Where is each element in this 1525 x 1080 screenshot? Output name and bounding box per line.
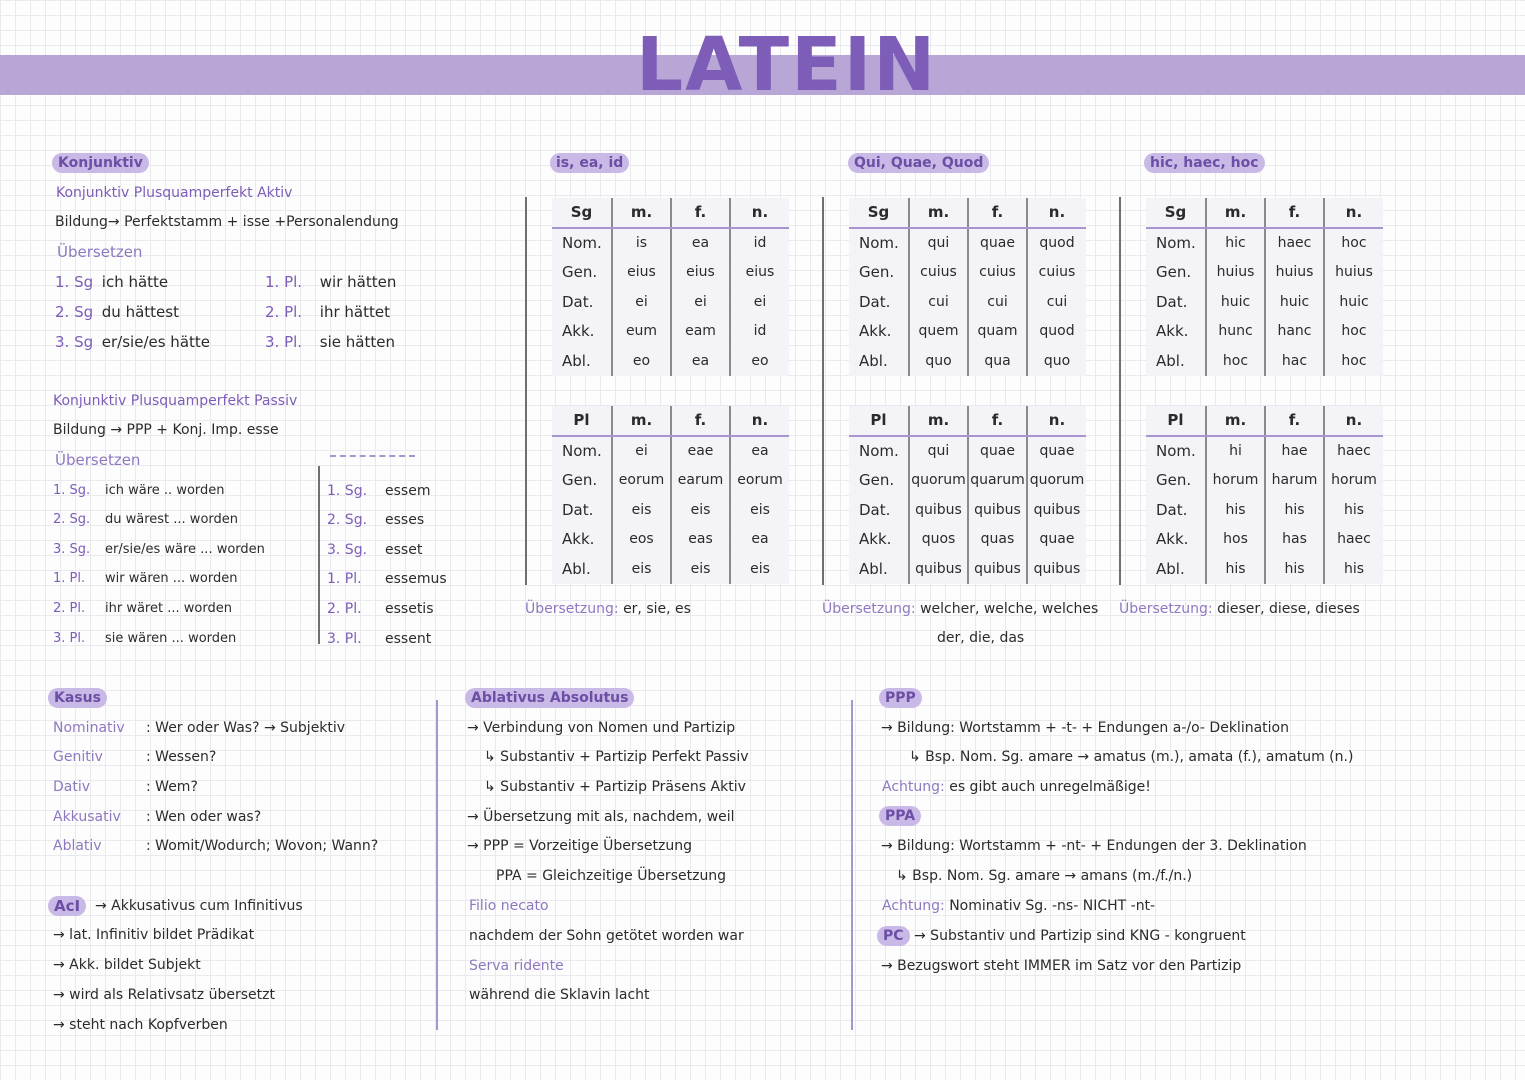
column-header: Sg — [849, 198, 909, 228]
list-item: → lat. Infinitiv bildet Prädikat — [53, 927, 255, 943]
declension-label: Qui, Quae, Quod — [848, 153, 989, 173]
example-2-german: während die Sklavin lacht — [469, 987, 650, 1003]
table-cell: huius — [1265, 257, 1324, 287]
column-header: m. — [1206, 198, 1265, 228]
table-row — [1146, 287, 1383, 317]
table-cell: quarum — [968, 465, 1027, 495]
uebersetzung: Übersetzung: dieser, diese, dieses — [1119, 601, 1360, 617]
ablativus-line-5: → PPP = Vorzeitige Übersetzung — [467, 838, 693, 854]
table-cell: is — [612, 228, 671, 258]
ppa-label: PPA — [879, 806, 921, 826]
table-cell: cuius — [909, 257, 968, 287]
table-row — [849, 495, 1086, 525]
case-label: Dat. — [1156, 500, 1188, 519]
table-cell: quorum — [1027, 465, 1086, 495]
case-label: Nom. — [859, 233, 899, 252]
table-cell: haec — [1265, 228, 1324, 258]
table-cell: qui — [909, 228, 968, 258]
ppa-achtung: Achtung: Nominativ Sg. -ns- NICHT -nt- — [882, 898, 1156, 914]
table-cell: eis — [671, 554, 730, 584]
table-cell: ea — [730, 436, 789, 466]
table-cell: hoc — [1324, 228, 1383, 258]
table-cell: horum — [1324, 465, 1383, 495]
case-label: Akk. — [562, 530, 595, 549]
divider-table-2 — [822, 197, 824, 585]
pc-label: PC — [877, 926, 910, 946]
column-header: Pl — [1146, 406, 1206, 436]
table-row — [552, 436, 789, 466]
list-item: 3. Pl. essent — [327, 631, 432, 647]
table-cell: has — [1265, 524, 1324, 554]
list-item: 1. Sg ich hätte — [55, 273, 169, 291]
case-label: Akk. — [1156, 530, 1189, 549]
table-cell: ea — [671, 346, 730, 376]
ablativus-line-1: → Verbindung von Nomen und Partizip — [467, 720, 736, 736]
table-cell: his — [1265, 495, 1324, 525]
list-item: 2. Sg. esses — [327, 512, 425, 528]
passiv-uebersetzen-heading: Übersetzen — [55, 451, 141, 469]
list-item: Ablativ : Womit/Wodurch; Wovon; Wann? — [53, 838, 379, 854]
ablativus-line-2: ↳ Substantiv + Partizip Perfekt Passiv — [484, 749, 749, 765]
list-item: 2. Sg du hättest — [55, 303, 179, 321]
table-cell: ea — [730, 524, 789, 554]
table-row — [1146, 465, 1383, 495]
pc-line-1: → Substantiv und Partizip sind KNG - kongruent — [914, 928, 1246, 944]
table-cell: quae — [1027, 524, 1086, 554]
table-row — [849, 257, 1086, 287]
column-header: n. — [1324, 406, 1383, 436]
table-cell: huic — [1206, 287, 1265, 317]
case-label: Akk. — [562, 322, 595, 341]
case-label: Nom. — [859, 441, 899, 460]
uebersetzung: Übersetzung: welcher, welche, welches — [822, 601, 1099, 617]
column-header: n. — [730, 198, 789, 228]
list-item: 1. Pl. wir wären ... worden — [53, 571, 238, 586]
example-2-latin: Serva ridente — [469, 958, 564, 974]
case-label: Gen. — [859, 262, 895, 281]
table-row — [849, 228, 1086, 258]
declension-table-plural — [1146, 406, 1383, 584]
table-cell: ei — [612, 436, 671, 466]
table-cell: quae — [1027, 436, 1086, 466]
uebersetzung-line-2: der, die, das — [937, 630, 1025, 646]
declension-table-singular — [849, 198, 1086, 376]
case-label: Dat. — [1156, 292, 1188, 311]
case-label: Abl. — [1156, 559, 1185, 578]
table-cell: quibus — [1027, 554, 1086, 584]
table-cell: huius — [1206, 257, 1265, 287]
list-item: → Akk. bildet Subjekt — [53, 957, 201, 973]
table-cell: quibus — [968, 554, 1027, 584]
table-cell: eius — [730, 257, 789, 287]
pc-line-2: → Bezugswort steht IMMER im Satz vor den Partizip — [881, 958, 1242, 974]
table-row — [849, 554, 1086, 584]
table-cell: qui — [909, 436, 968, 466]
column-header: Pl — [849, 406, 909, 436]
table-row — [849, 465, 1086, 495]
table-cell: eo — [612, 346, 671, 376]
passiv-divider — [318, 466, 320, 644]
case-label: Akk. — [859, 530, 892, 549]
ppp-beispiel: ↳ Bsp. Nom. Sg. amare → amatus (m.), amata (f.), amatum (n.) — [909, 749, 1354, 765]
table-cell: cui — [968, 287, 1027, 317]
example-1-german: nachdem der Sohn getötet worden war — [469, 928, 744, 944]
table-cell: eam — [671, 316, 730, 346]
declension-table-plural — [849, 406, 1086, 584]
case-label: Abl. — [859, 351, 888, 370]
case-label: Dat. — [859, 500, 891, 519]
column-header: n. — [1324, 198, 1383, 228]
list-item: 1. Sg. ich wäre .. worden — [53, 483, 225, 498]
passiv-heading: Konjunktiv Plusquamperfekt Passiv — [53, 393, 298, 409]
table-cell: hoc — [1206, 346, 1265, 376]
column-header: m. — [612, 198, 671, 228]
table-header-row — [849, 406, 1086, 436]
table-cell: eum — [612, 316, 671, 346]
case-label: Nom. — [1156, 441, 1196, 460]
column-header: f. — [1265, 406, 1324, 436]
list-item: 1. Sg. essem — [327, 483, 431, 499]
table-cell: haec — [1324, 436, 1383, 466]
table-cell: hac — [1265, 346, 1324, 376]
declension-label: is, ea, id — [550, 153, 629, 173]
table-cell: quos — [909, 524, 968, 554]
list-item: Akkusativ : Wen oder was? — [53, 809, 262, 825]
table-row — [552, 287, 789, 317]
declension-table-singular — [552, 198, 789, 376]
table-cell: eis — [730, 554, 789, 584]
table-cell: hos — [1206, 524, 1265, 554]
table-cell: eae — [671, 436, 730, 466]
case-label: Dat. — [562, 500, 594, 519]
divider-ppp — [851, 700, 853, 1030]
table-cell: quibus — [968, 495, 1027, 525]
table-cell: hanc — [1265, 316, 1324, 346]
aktiv-uebersetzen-heading: Übersetzen — [57, 243, 143, 261]
table-cell: his — [1206, 554, 1265, 584]
column-header: m. — [909, 406, 968, 436]
table-row — [552, 257, 789, 287]
case-label: Abl. — [859, 559, 888, 578]
table-cell: ei — [671, 287, 730, 317]
table-row — [1146, 495, 1383, 525]
table-cell: eis — [612, 554, 671, 584]
case-label: Gen. — [1156, 470, 1192, 489]
list-item: 2. Pl. ihr hättet — [265, 303, 390, 321]
case-label: Abl. — [562, 351, 591, 370]
table-cell: ei — [612, 287, 671, 317]
table-cell: huic — [1265, 287, 1324, 317]
list-item: → wird als Relativsatz übersetzt — [53, 987, 275, 1003]
table-cell: quibus — [909, 495, 968, 525]
table-header-row — [849, 198, 1086, 228]
table-row — [552, 554, 789, 584]
table-cell: hoc — [1324, 316, 1383, 346]
list-item: 3. Sg. esset — [327, 542, 423, 558]
column-header: f. — [671, 198, 730, 228]
list-item: 2. Pl. ihr wäret ... worden — [53, 601, 232, 616]
table-cell: ea — [671, 228, 730, 258]
list-item: Nominativ : Wer oder Was? → Subjektiv — [53, 720, 346, 736]
column-header: m. — [1206, 406, 1265, 436]
table-cell: his — [1265, 554, 1324, 584]
passiv-bildung: Bildung → PPP + Konj. Imp. esse — [53, 422, 279, 438]
column-header: f. — [968, 198, 1027, 228]
table-row — [552, 465, 789, 495]
table-cell: his — [1324, 554, 1383, 584]
table-row — [1146, 316, 1383, 346]
case-label: Dat. — [859, 292, 891, 311]
table-cell: id — [730, 316, 789, 346]
ablativus-label: Ablativus Absolutus — [465, 688, 634, 708]
ppp-label: PPP — [879, 688, 922, 708]
column-header: m. — [909, 198, 968, 228]
table-cell: eos — [612, 524, 671, 554]
table-cell: haec — [1324, 524, 1383, 554]
table-cell: quae — [968, 436, 1027, 466]
table-cell: earum — [671, 465, 730, 495]
list-item: 2. Sg. du wärest ... worden — [53, 512, 239, 527]
table-row — [849, 316, 1086, 346]
table-cell: hic — [1206, 228, 1265, 258]
table-cell: eius — [671, 257, 730, 287]
table-header-row — [552, 198, 789, 228]
case-label: Abl. — [1156, 351, 1185, 370]
column-header: f. — [671, 406, 730, 436]
list-item: 1. Pl. essemus — [327, 571, 447, 587]
table-row — [1146, 346, 1383, 376]
case-label: Nom. — [562, 441, 602, 460]
divider-ablativus — [436, 700, 438, 1030]
table-cell: quem — [909, 316, 968, 346]
table-cell: eorum — [730, 465, 789, 495]
table-cell: eorum — [612, 465, 671, 495]
column-header: f. — [968, 406, 1027, 436]
uebersetzung: Übersetzung: er, sie, es — [525, 601, 691, 617]
table-row — [1146, 524, 1383, 554]
table-row — [552, 346, 789, 376]
table-header-row — [552, 406, 789, 436]
case-label: Akk. — [859, 322, 892, 341]
table-row — [849, 287, 1086, 317]
table-row — [552, 316, 789, 346]
table-row — [1146, 228, 1383, 258]
case-label: Nom. — [1156, 233, 1196, 252]
table-cell: harum — [1265, 465, 1324, 495]
column-header: n. — [730, 406, 789, 436]
case-label: Gen. — [562, 262, 598, 281]
kasus-label: Kasus — [48, 688, 107, 708]
case-label: Nom. — [562, 233, 602, 252]
list-item: 3. Pl. sie hätten — [265, 333, 395, 351]
column-header: Sg — [552, 198, 612, 228]
table-header-row — [1146, 198, 1383, 228]
declension-table-plural — [552, 406, 789, 584]
case-label: Gen. — [562, 470, 598, 489]
table-cell: eas — [671, 524, 730, 554]
list-item: → steht nach Kopfverben — [53, 1017, 228, 1033]
table-cell: horum — [1206, 465, 1265, 495]
list-item: 1. Pl. wir hätten — [265, 273, 397, 291]
table-cell: quibus — [1027, 495, 1086, 525]
aci-definition: → Akkusativus cum Infinitivus — [95, 898, 303, 914]
table-cell: eis — [671, 495, 730, 525]
example-1-latin: Filio necato — [469, 898, 549, 914]
list-item: 2. Pl. essetis — [327, 601, 434, 617]
aktiv-heading: Konjunktiv Plusquamperfekt Aktiv — [56, 185, 293, 201]
table-cell: hae — [1265, 436, 1324, 466]
table-cell: quam — [968, 316, 1027, 346]
ppa-bildung: → Bildung: Wortstamm + -nt- + Endungen der 3. Deklination — [881, 838, 1307, 854]
table-cell: quibus — [909, 554, 968, 584]
table-row — [849, 524, 1086, 554]
table-cell: huius — [1324, 257, 1383, 287]
case-label: Dat. — [562, 292, 594, 311]
ppp-bildung: → Bildung: Wortstamm + -t- + Endungen a-/o- Deklination — [881, 720, 1289, 736]
list-item: Dativ : Wem? — [53, 779, 198, 795]
table-cell: cui — [909, 287, 968, 317]
table-cell: his — [1206, 495, 1265, 525]
list-item: 3. Sg er/sie/es hätte — [55, 333, 210, 351]
case-label: Akk. — [1156, 322, 1189, 341]
table-row — [1146, 257, 1383, 287]
ppa-beispiel: ↳ Bsp. Nom. Sg. amare → amans (m./f./n.) — [896, 868, 1193, 884]
list-item: 3. Pl. sie wären ... worden — [53, 631, 237, 646]
divider-table-1 — [525, 197, 527, 585]
ablativus-line-6: PPA = Gleichzeitige Übersetzung — [496, 868, 727, 884]
list-item: Genitiv : Wessen? — [53, 749, 217, 765]
table-row — [1146, 436, 1383, 466]
table-cell: cui — [1027, 287, 1086, 317]
column-header: n. — [1027, 406, 1086, 436]
page-title: LATEIN — [636, 22, 938, 108]
ppp-achtung: Achtung: es gibt auch unregelmäßige! — [882, 779, 1151, 795]
table-cell: quo — [909, 346, 968, 376]
table-cell: cuius — [1027, 257, 1086, 287]
column-header: Sg — [1146, 198, 1206, 228]
column-header: Pl — [552, 406, 612, 436]
list-item: 3. Sg. er/sie/es wäre ... worden — [53, 542, 265, 557]
table-cell: quod — [1027, 228, 1086, 258]
table-cell: quo — [1027, 346, 1086, 376]
table-cell: eis — [612, 495, 671, 525]
column-header: m. — [612, 406, 671, 436]
case-label: Abl. — [562, 559, 591, 578]
divider-table-3 — [1119, 197, 1121, 585]
table-cell: quod — [1027, 316, 1086, 346]
table-header-row — [1146, 406, 1383, 436]
table-row — [552, 524, 789, 554]
table-row — [552, 228, 789, 258]
table-cell: his — [1324, 495, 1383, 525]
table-cell: eius — [612, 257, 671, 287]
table-cell: id — [730, 228, 789, 258]
dashed-arrow — [330, 455, 415, 457]
table-cell: eo — [730, 346, 789, 376]
table-row — [849, 346, 1086, 376]
aktiv-bildung: Bildung→ Perfektstamm + isse +Personalendung — [55, 214, 399, 230]
table-cell: quorum — [909, 465, 968, 495]
table-cell: huic — [1324, 287, 1383, 317]
table-cell: hi — [1206, 436, 1265, 466]
declension-label: hic, haec, hoc — [1144, 153, 1265, 173]
column-header: n. — [1027, 198, 1086, 228]
konjunktiv-label: Konjunktiv — [52, 153, 149, 173]
table-cell: quae — [968, 228, 1027, 258]
column-header: f. — [1265, 198, 1324, 228]
table-cell: eis — [730, 495, 789, 525]
table-cell: cuius — [968, 257, 1027, 287]
case-label: Gen. — [1156, 262, 1192, 281]
table-row — [1146, 554, 1383, 584]
ablativus-line-4: → Übersetzung mit als, nachdem, weil — [467, 809, 735, 825]
table-cell: hunc — [1206, 316, 1265, 346]
table-row — [552, 495, 789, 525]
table-cell: quas — [968, 524, 1027, 554]
ablativus-line-3: ↳ Substantiv + Partizip Präsens Aktiv — [484, 779, 746, 795]
table-row — [849, 436, 1086, 466]
case-label: Gen. — [859, 470, 895, 489]
table-cell: qua — [968, 346, 1027, 376]
table-cell: hoc — [1324, 346, 1383, 376]
declension-table-singular — [1146, 198, 1383, 376]
table-cell: ei — [730, 287, 789, 317]
aci-label: AcI — [48, 896, 86, 916]
